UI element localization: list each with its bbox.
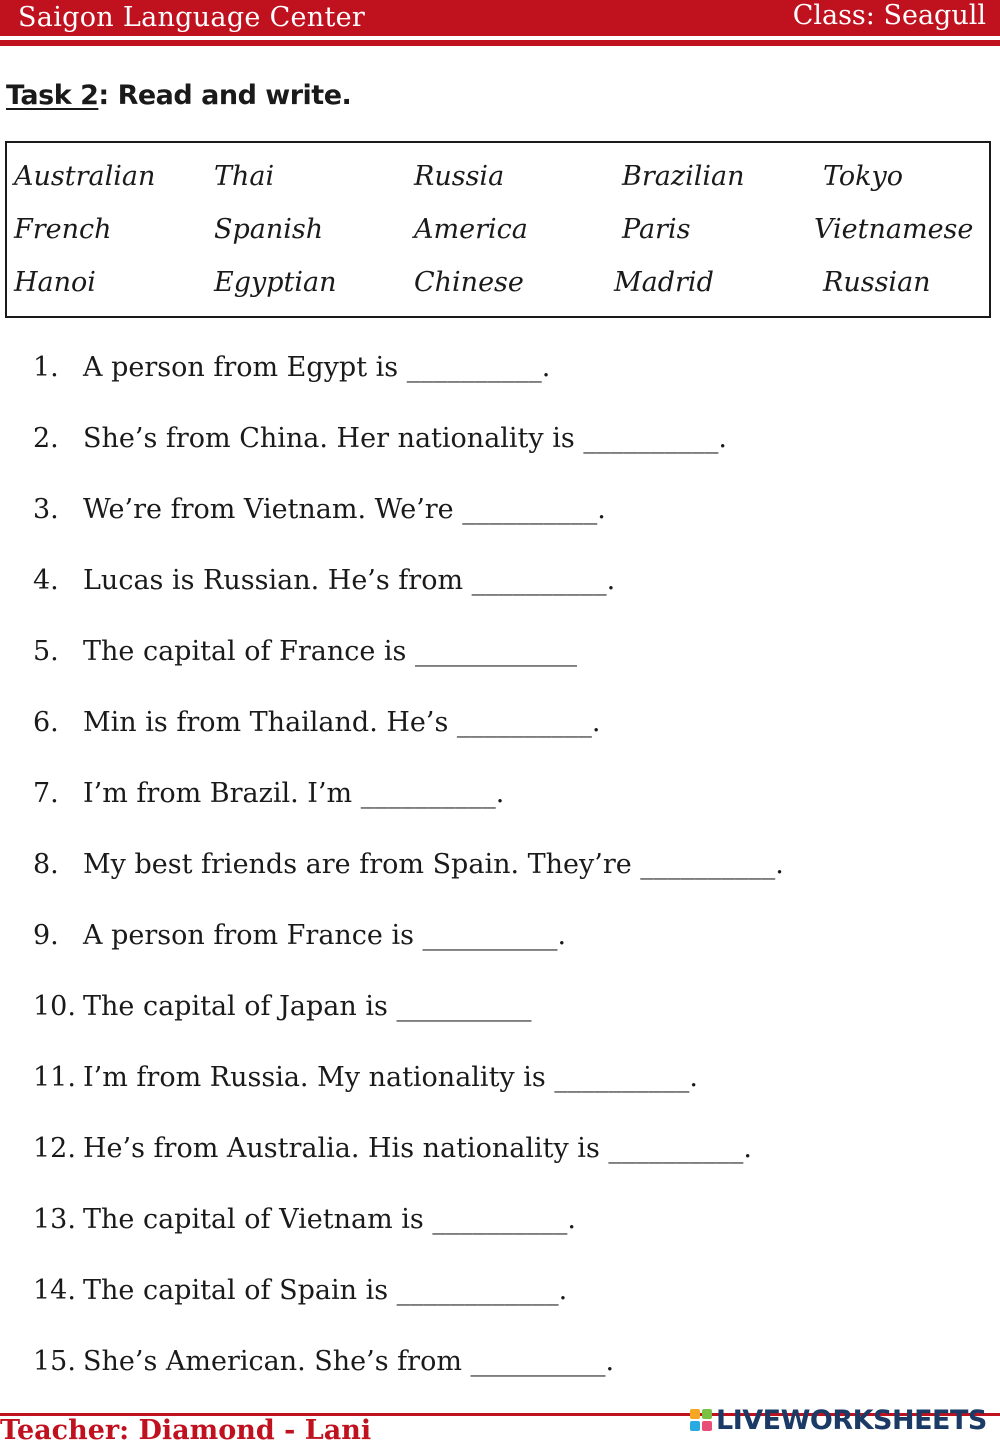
teacher-credit: Teacher: Diamond - Lani	[0, 1415, 372, 1446]
question-number: 9.	[33, 920, 59, 951]
word-bank-item: Russia	[414, 161, 505, 192]
school-name: Saigon Language Center	[18, 2, 366, 33]
word-bank-item: Egyptian	[214, 267, 337, 298]
question-item	[33, 419, 727, 459]
question-number: 4.	[33, 565, 59, 596]
question-number: 13.	[33, 1204, 76, 1235]
question-text: My best friends are from Spain. They’re __________.	[83, 849, 784, 880]
question-item	[33, 348, 550, 388]
liveworksheets-logo-icon	[690, 1409, 714, 1433]
question-item	[33, 916, 566, 956]
question-item	[33, 1129, 752, 1169]
question-text: Lucas is Russian. He’s from __________.	[83, 565, 616, 596]
question-item	[33, 1342, 614, 1382]
word-bank-item: French	[14, 214, 112, 245]
question-text: The capital of France is ____________	[83, 636, 577, 667]
question-item	[33, 1271, 567, 1311]
task-instruction: : Read and write.	[98, 80, 352, 111]
question-number: 6.	[33, 707, 59, 738]
word-bank-item: Australian	[14, 161, 156, 192]
question-number: 14.	[33, 1275, 76, 1306]
class-label: Class: Seagull	[792, 0, 986, 31]
header-divider	[0, 40, 1000, 46]
task-title	[6, 80, 351, 111]
question-text: The capital of Japan is __________	[83, 991, 532, 1022]
word-bank-item: Vietnamese	[814, 214, 974, 245]
question-text: The capital of Spain is ____________.	[83, 1275, 568, 1306]
question-item	[33, 561, 615, 601]
word-bank-item: Russian	[823, 267, 931, 298]
question-item	[33, 987, 531, 1027]
question-item	[33, 490, 606, 530]
word-bank-item: Tokyo	[823, 161, 904, 192]
question-number: 2.	[33, 423, 59, 454]
word-bank-item: Chinese	[414, 267, 524, 298]
word-bank-item: Spanish	[214, 214, 324, 245]
question-text: We’re from Vietnam. We’re __________.	[83, 494, 606, 525]
question-item	[33, 845, 784, 885]
question-number: 10.	[33, 991, 76, 1022]
question-text: He’s from Australia. His nationality is __________.	[83, 1133, 752, 1164]
word-bank-item: Brazilian	[622, 161, 745, 192]
question-text: I’m from Brazil. I’m __________.	[83, 778, 505, 809]
question-number: 1.	[33, 352, 59, 383]
header-bar	[0, 0, 1000, 36]
word-bank-item: Hanoi	[14, 267, 96, 298]
question-text: The capital of Vietnam is __________.	[83, 1204, 576, 1235]
word-bank-item: Thai	[214, 161, 275, 192]
question-text: Min is from Thailand. He’s __________.	[83, 707, 601, 738]
question-text: She’s American. She’s from __________.	[83, 1346, 615, 1377]
question-number: 8.	[33, 849, 59, 880]
question-item	[33, 1058, 698, 1098]
logo-text: LIVEWORKSHEETS	[716, 1405, 987, 1436]
question-number: 5.	[33, 636, 59, 667]
question-text: I’m from Russia. My nationality is __________.	[83, 1062, 698, 1093]
question-number: 7.	[33, 778, 59, 809]
question-number: 12.	[33, 1133, 76, 1164]
task-number: Task 2	[6, 80, 99, 111]
question-number: 15.	[33, 1346, 76, 1377]
word-bank-item: Madrid	[614, 267, 714, 298]
question-item	[33, 1200, 576, 1240]
question-number: 3.	[33, 494, 59, 525]
question-text: She’s from China. Her nationality is __________.	[83, 423, 727, 454]
word-bank	[5, 141, 991, 318]
question-text: A person from Egypt is __________.	[83, 352, 551, 383]
question-text: A person from France is __________.	[83, 920, 567, 951]
question-item	[33, 703, 601, 743]
question-item	[33, 632, 577, 672]
word-bank-item: Paris	[622, 214, 691, 245]
question-number: 11.	[33, 1062, 76, 1093]
word-bank-item: America	[414, 214, 528, 245]
question-item	[33, 774, 504, 814]
